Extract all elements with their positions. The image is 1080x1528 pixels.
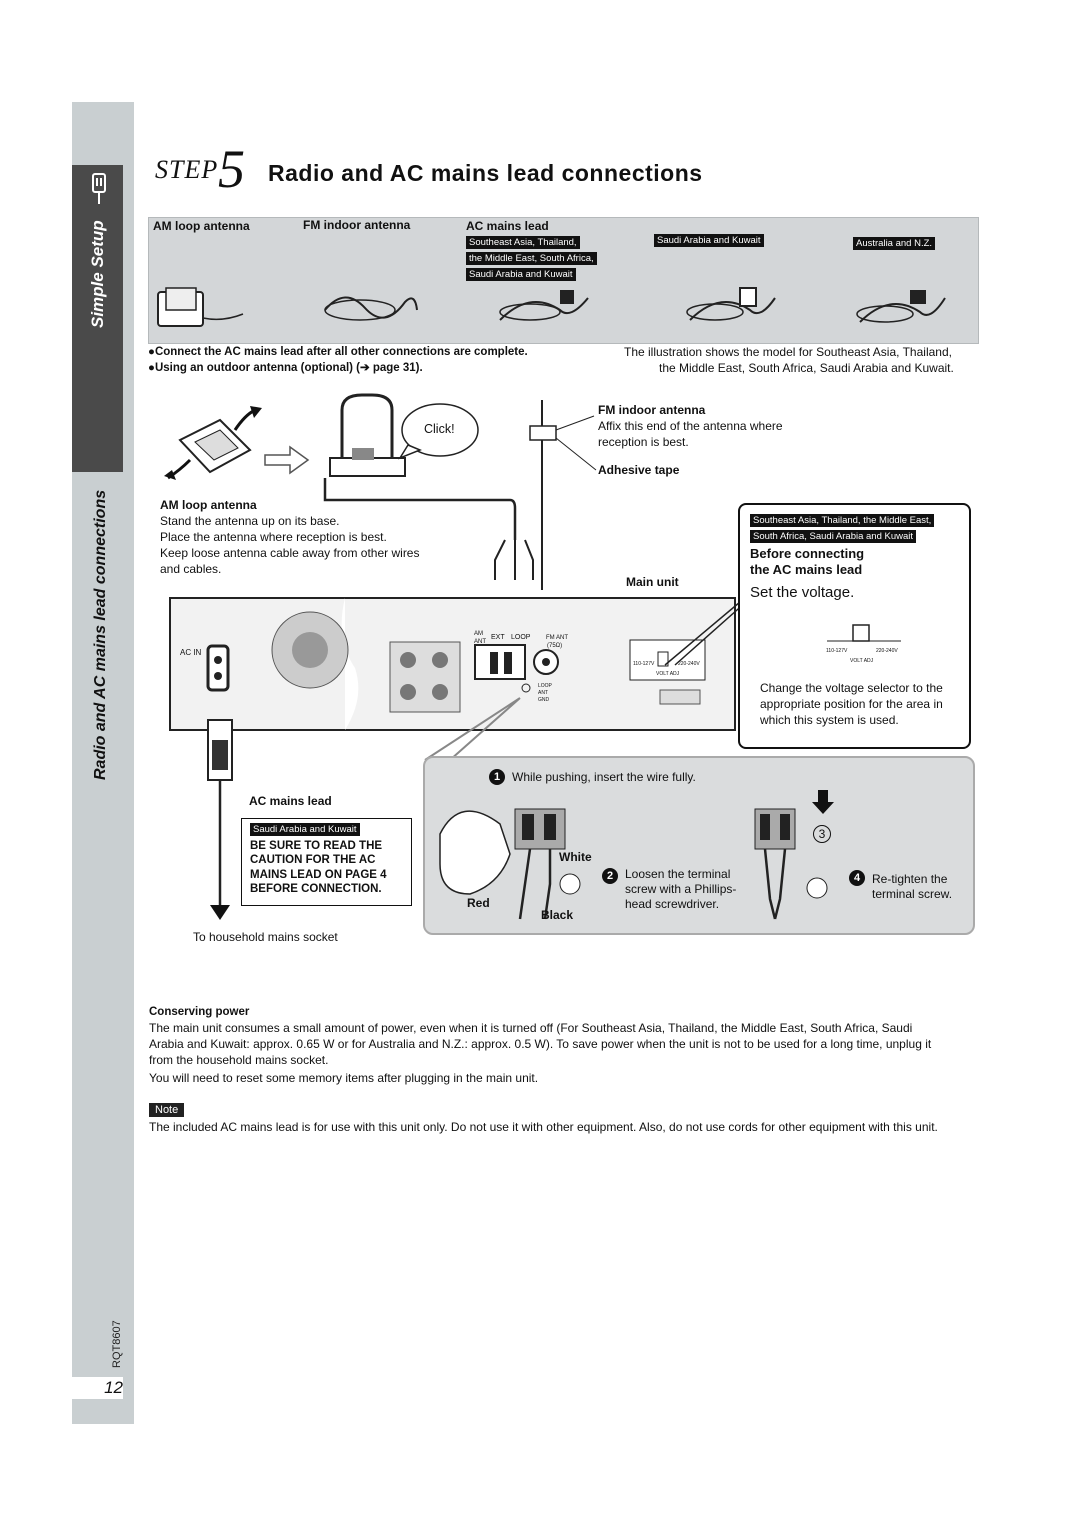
fm-antenna-icon [325,297,417,320]
bullet-connect-last: ●Connect the AC mains lead after all other connections are complete. [148,346,528,358]
caution-text: MAINS LEAD ON PAGE 4 [250,869,387,881]
panel-label: FM ANT [546,635,568,641]
conserving-text: Arabia and Kuwait: approx. 0.65 W or for Australia and N.Z.: approx. 0.5 W). To save power when the unit is not to be used for a long time, unplug it [149,1037,932,1051]
household-label: To household mains socket [193,930,338,944]
volt-left: 110-127V [826,648,848,654]
am-desc: Keep loose antenna cable away from other wires [160,546,420,560]
volt-adj: VOLT ADJ [850,658,874,664]
hand-icon [440,811,510,894]
caution-text: CAUTION FOR THE AC [250,854,376,866]
ac-mains-lead-label: AC mains lead [249,794,332,808]
region-badge: Saudi Arabia and Kuwait [466,268,576,281]
step2-text: screw with a Phillips- [625,882,737,896]
adhesive-label: Adhesive tape [598,463,680,477]
right-arrow-icon [265,447,308,473]
step-number-badge: 1 [489,769,505,785]
wire-white-label: White [559,850,592,864]
step-number-badge: 4 [849,870,865,886]
volt-right: 220-240V [876,648,898,654]
before-connecting: the AC mains lead [750,562,863,577]
change-voltage-text: which this system is used. [760,713,899,727]
step1-text: While pushing, insert the wire fully. [512,770,696,784]
step4-text: Re-tighten the [872,872,948,886]
region-badge: the Middle East, South Africa, [466,252,597,265]
am-desc: Place the antenna where reception is best. [160,530,387,544]
region-badge: South Africa, Saudi Arabia and Kuwait [750,530,916,543]
wire-black-label: Black [541,908,574,922]
caution-text: BE SURE TO READ THE [250,840,383,852]
before-connecting: Before connecting [750,546,865,561]
down-arrow-icon [812,790,834,814]
region-badge: Saudi Arabia and Kuwait [250,823,360,836]
change-voltage-text: Change the voltage selector to the [760,681,943,695]
mains-lead-icon [857,290,945,322]
change-voltage-text: appropriate position for the area in [760,697,943,711]
doc-code: RQT8607 [111,1320,123,1368]
am-title: AM loop antenna [160,498,257,512]
conserving-text: from the household mains socket. [149,1053,329,1067]
am-loop-antenna-icon [180,420,250,472]
bullet-outdoor-antenna: ●Using an outdoor antenna (optional) (➔ page 31). [148,362,423,374]
illustration-note: the Middle East, South Africa, Saudi Arabia and Kuwait. [659,361,954,375]
conserving-title: Conserving power [149,1006,250,1018]
step4-text: terminal screw. [872,887,953,901]
main-unit-label: Main unit [626,575,679,589]
note-text: The included AC mains lead is for use with this unit only. Do not use it with other equipment. Also, do not use cords for other equipment with this unit. [149,1120,938,1134]
region-badge: Southeast Asia, Thailand, [466,236,580,249]
click-label: Click! [424,422,455,436]
am-desc: Stand the antenna up on its base. [160,514,340,528]
step2-text: head screwdriver. [625,897,720,911]
ac-plug-icon [208,720,232,920]
panel-label: (75Ω) [547,643,563,649]
terminal-icon [755,809,795,919]
fm-indoor-label: FM indoor antenna [303,218,411,232]
panel-label: AM ANT [474,631,486,645]
page-number: 12 [72,1377,123,1399]
wire-red-label: Red [467,896,490,910]
volt-adj: VOLT ADJ [656,671,680,677]
step-word: STEP [155,155,219,184]
step-number-badge: 3 [813,825,831,843]
illustration-note: The illustration shows the model for Southeast Asia, Thailand, [624,345,952,359]
terminal-icon [515,809,565,919]
am-loop-label: AM loop antenna [153,219,250,233]
mains-lead-icon [500,290,588,320]
panel-label: LOOP ANT GND [538,683,552,703]
sidebar-section-label: Radio and AC mains lead connections [92,489,109,780]
step2-text: Loosen the terminal [625,867,731,881]
region-badge: Saudi Arabia and Kuwait [654,234,764,247]
step-number-badge: 2 [602,868,618,884]
screw-icon [807,878,827,898]
panel-label: LOOP [511,634,531,641]
mains-lead-icon [687,288,775,320]
region-badge: Australia and N.Z. [853,237,935,250]
ac-mains-label: AC mains lead [466,219,549,233]
plug-icon [88,172,110,206]
step-number: 5 [218,139,245,199]
note-badge: Note [149,1103,184,1117]
page-title: Radio and AC mains lead connections [268,160,703,186]
am-loop-antenna-icon [158,288,243,326]
sidebar-tab-label: Simple Setup [88,220,107,328]
panel-label: EXT [491,634,505,641]
volt-left: 110-127V [633,661,655,667]
volt-right: 220-240V [678,661,700,667]
set-voltage: Set the voltage. [750,584,855,601]
conserving-text: You will need to reset some memory items after plugging in the main unit. [149,1071,539,1085]
fm-desc: Affix this end of the antenna where [598,419,783,433]
accessory-illustrations [150,280,976,340]
am-desc: and cables. [160,562,222,576]
ac-in-label: AC IN [180,648,202,657]
region-badge: Southeast Asia, Thailand, the Middle East, [750,514,934,527]
fm-title: FM indoor antenna [598,403,706,417]
screw-icon [560,874,580,894]
caution-text: BEFORE CONNECTION. [250,883,382,895]
am-loop-upright-icon [330,395,405,476]
fm-desc: reception is best. [598,435,689,449]
conserving-text: The main unit consumes a small amount of power, even when it is turned off (For Southeast Asia, Thailand, the Middle East, South Africa, Saudi [149,1021,913,1035]
